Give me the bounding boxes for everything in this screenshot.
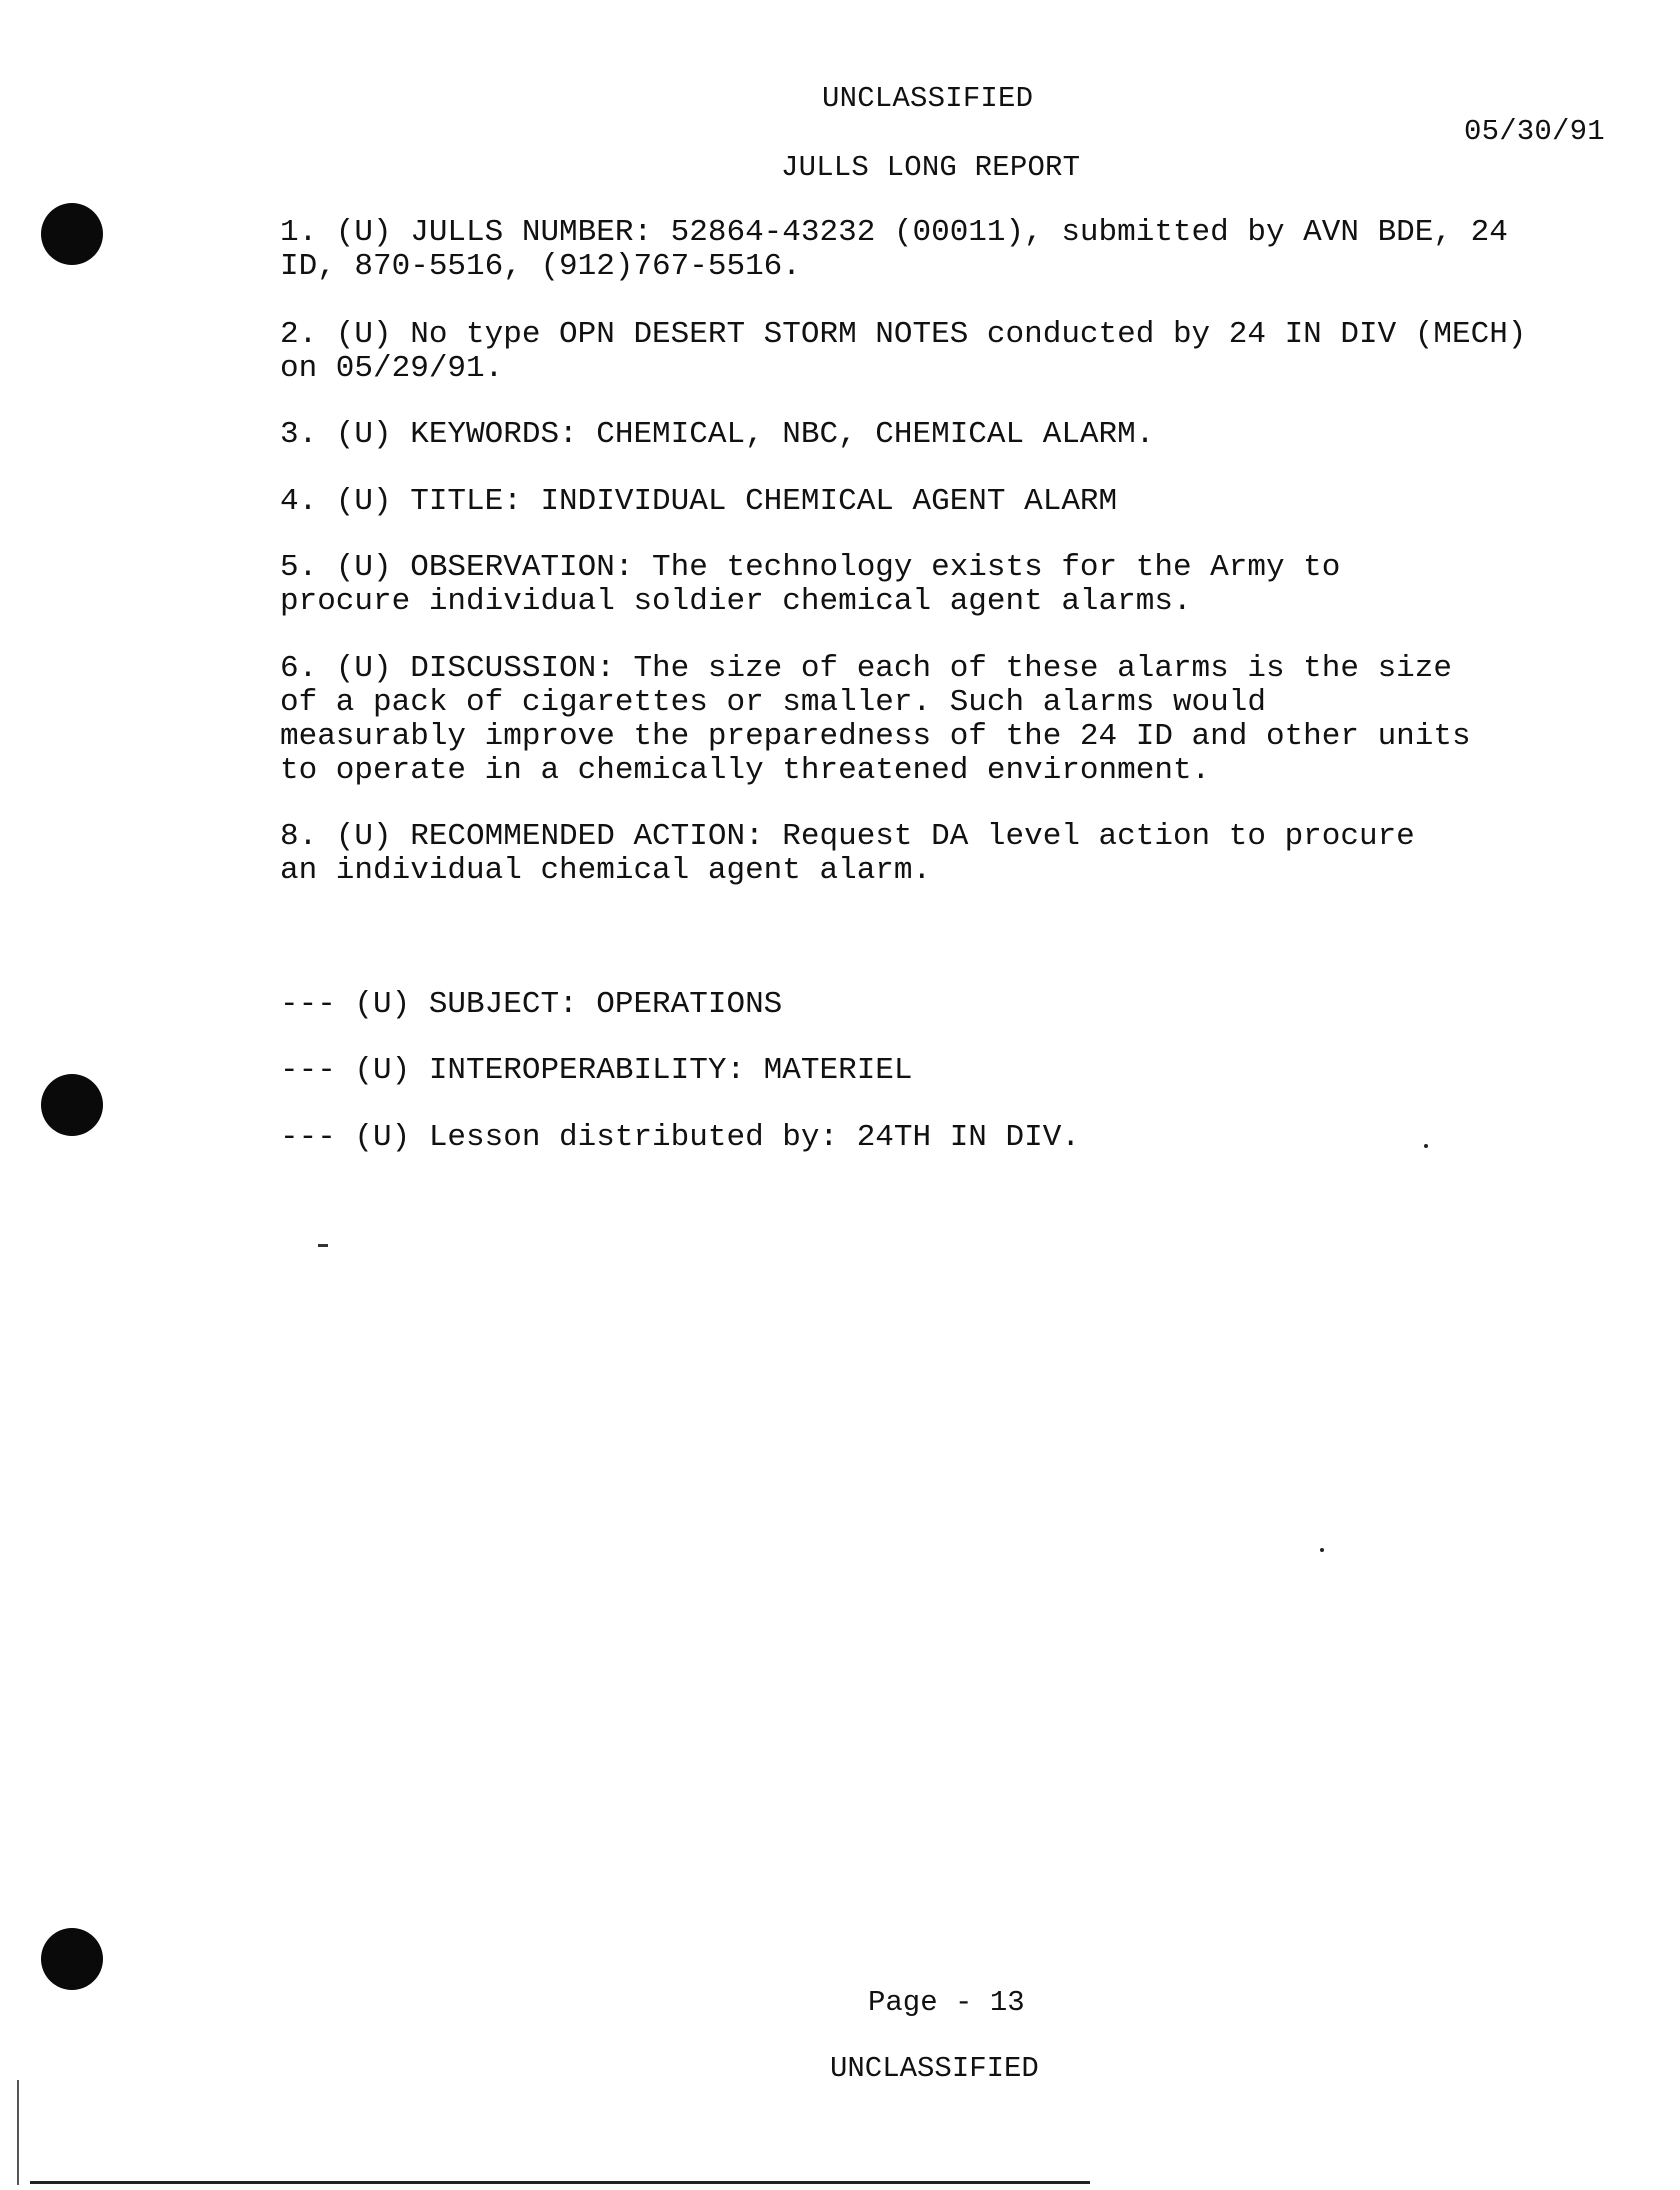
paragraph-discussion: 6. (U) DISCUSSION: The size of each of these alarms is the size of a pack of cigarettes or smaller. Such alarms would measurably improve the preparedness of the 24 ID and other units to operate in a chemically threatened environment. — [280, 651, 1471, 788]
paragraph-julls-number: 1. (U) JULLS NUMBER: 52864-43232 (00011), submitted by AVN BDE, 24 ID, 870-5516, (912)767-5516. — [280, 215, 1508, 284]
paragraph-title: 4. (U) TITLE: INDIVIDUAL CHEMICAL AGENT ALARM — [280, 484, 1118, 519]
metadata-interoperability: --- (U) INTEROPERABILITY: MATERIEL — [280, 1053, 913, 1088]
report-date: 05/30/91 — [1464, 115, 1605, 148]
punch-hole-bottom — [41, 1928, 103, 1990]
classification-bottom: UNCLASSIFIED — [830, 2052, 1039, 2085]
report-title: JULLS LONG REPORT — [781, 151, 1081, 184]
bottom-rule — [30, 2181, 1090, 2184]
scan-mark — [318, 1244, 328, 1247]
metadata-distribution: --- (U) Lesson distributed by: 24TH IN DIV. — [280, 1120, 1080, 1155]
metadata-subject: --- (U) SUBJECT: OPERATIONS — [280, 987, 783, 1022]
paragraph-recommended-action: 8. (U) RECOMMENDED ACTION: Request DA level action to procure an individual chemical agent alarm. — [280, 819, 1415, 888]
paragraph-keywords: 3. (U) KEYWORDS: CHEMICAL, NBC, CHEMICAL ALARM. — [280, 417, 1155, 452]
paragraph-observation: 5. (U) OBSERVATION: The technology exists for the Army to procure individual soldier chemical agent alarms. — [280, 550, 1341, 619]
page-number: Page - 13 — [868, 1986, 1025, 2019]
classification-top: UNCLASSIFIED — [822, 82, 1034, 115]
scan-edge-line — [17, 2080, 19, 2185]
punch-hole-top — [41, 203, 103, 265]
punch-hole-middle — [41, 1074, 103, 1136]
paragraph-type: 2. (U) No type OPN DESERT STORM NOTES conducted by 24 IN DIV (MECH) on 05/29/91. — [280, 317, 1527, 386]
scan-speck — [1424, 1144, 1428, 1148]
scan-speck — [1320, 1548, 1324, 1552]
